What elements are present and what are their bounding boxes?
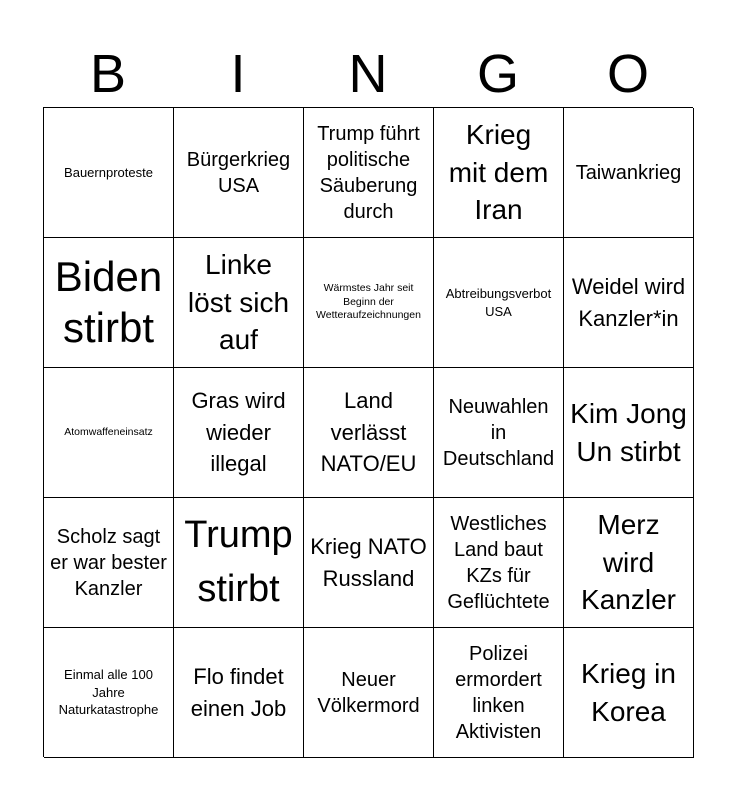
bingo-board bbox=[43, 107, 693, 757]
cell-text: Einmal alle 100 Jahre Naturkatastrophe bbox=[58, 667, 159, 718]
cell-text: Biden stirbt bbox=[54, 253, 163, 351]
bingo-cell[interactable] bbox=[174, 628, 304, 758]
header-letter-b: B bbox=[89, 44, 127, 104]
bingo-cell[interactable] bbox=[564, 368, 694, 498]
bingo-cell[interactable] bbox=[174, 238, 304, 368]
cell-text: Neuer Völkermord bbox=[317, 668, 420, 717]
bingo-cell[interactable] bbox=[44, 368, 174, 498]
bingo-cell[interactable] bbox=[304, 368, 434, 498]
bingo-cell[interactable] bbox=[434, 368, 564, 498]
cell-text: Abtreibungsverbot USA bbox=[445, 285, 552, 319]
bingo-cell[interactable] bbox=[174, 108, 304, 238]
header-letter-n: N bbox=[348, 44, 388, 104]
cell-text: Krieg in Korea bbox=[581, 657, 676, 727]
cell-text: Flo findet einen Job bbox=[190, 663, 287, 721]
bingo-cell[interactable] bbox=[304, 238, 434, 368]
cell-text: Gras wird wieder illegal bbox=[191, 387, 286, 477]
cell-text: Westliches Land baut KZs für Geflüchtete bbox=[447, 512, 550, 613]
bingo-cell[interactable] bbox=[434, 238, 564, 368]
cell-text: Polizei ermordert linken Aktivisten bbox=[455, 642, 542, 743]
cell-text: Krieg NATO Russland bbox=[310, 533, 427, 591]
bingo-cell[interactable] bbox=[304, 628, 434, 758]
cell-text: Weidel wird Kanzler*in bbox=[571, 273, 686, 331]
cell-text: Taiwankrieg bbox=[575, 161, 682, 184]
bingo-cell[interactable] bbox=[434, 108, 564, 238]
bingo-cell[interactable] bbox=[564, 108, 694, 238]
cell-text: Bauernproteste bbox=[64, 164, 153, 180]
bingo-cell[interactable] bbox=[44, 238, 174, 368]
bingo-cell[interactable] bbox=[564, 238, 694, 368]
bingo-header bbox=[43, 42, 693, 106]
bingo-cell[interactable] bbox=[304, 498, 434, 628]
cell-text: Wärmstes Jahr seit Beginn der Wetteraufzeichnungen bbox=[316, 282, 421, 322]
header-letter-i: I bbox=[230, 44, 246, 104]
bingo-cell[interactable] bbox=[44, 498, 174, 628]
cell-text: Neuwahlen in Deutschland bbox=[442, 395, 555, 470]
cell-text: Bürgerkrieg USA bbox=[186, 148, 291, 197]
cell-text: Merz wird Kanzler bbox=[581, 508, 676, 616]
header-letter-o: O bbox=[606, 44, 649, 104]
bingo-cell[interactable] bbox=[564, 628, 694, 758]
bingo-cell[interactable] bbox=[44, 628, 174, 758]
cell-text: Scholz sagt er war bester Kanzler bbox=[50, 525, 167, 600]
cell-text: Trump stirbt bbox=[184, 514, 293, 610]
header-letter-g: G bbox=[476, 44, 519, 104]
bingo-cell[interactable] bbox=[174, 498, 304, 628]
bingo-cell[interactable] bbox=[174, 368, 304, 498]
cell-text: Trump führt politische Säuberung durch bbox=[317, 122, 420, 223]
bingo-cell[interactable] bbox=[304, 108, 434, 238]
bingo-cell[interactable] bbox=[434, 498, 564, 628]
bingo-cell[interactable] bbox=[564, 498, 694, 628]
bingo-cell[interactable] bbox=[44, 108, 174, 238]
cell-text: Atomwaffeneinsatz bbox=[64, 425, 153, 438]
cell-text: Krieg mit dem Iran bbox=[448, 118, 549, 226]
bingo-cell[interactable] bbox=[434, 628, 564, 758]
cell-text: Land verlässt NATO/EU bbox=[320, 387, 417, 477]
cell-text: Kim Jong Un stirbt bbox=[570, 397, 687, 467]
cell-text: Linke löst sich auf bbox=[187, 248, 290, 356]
